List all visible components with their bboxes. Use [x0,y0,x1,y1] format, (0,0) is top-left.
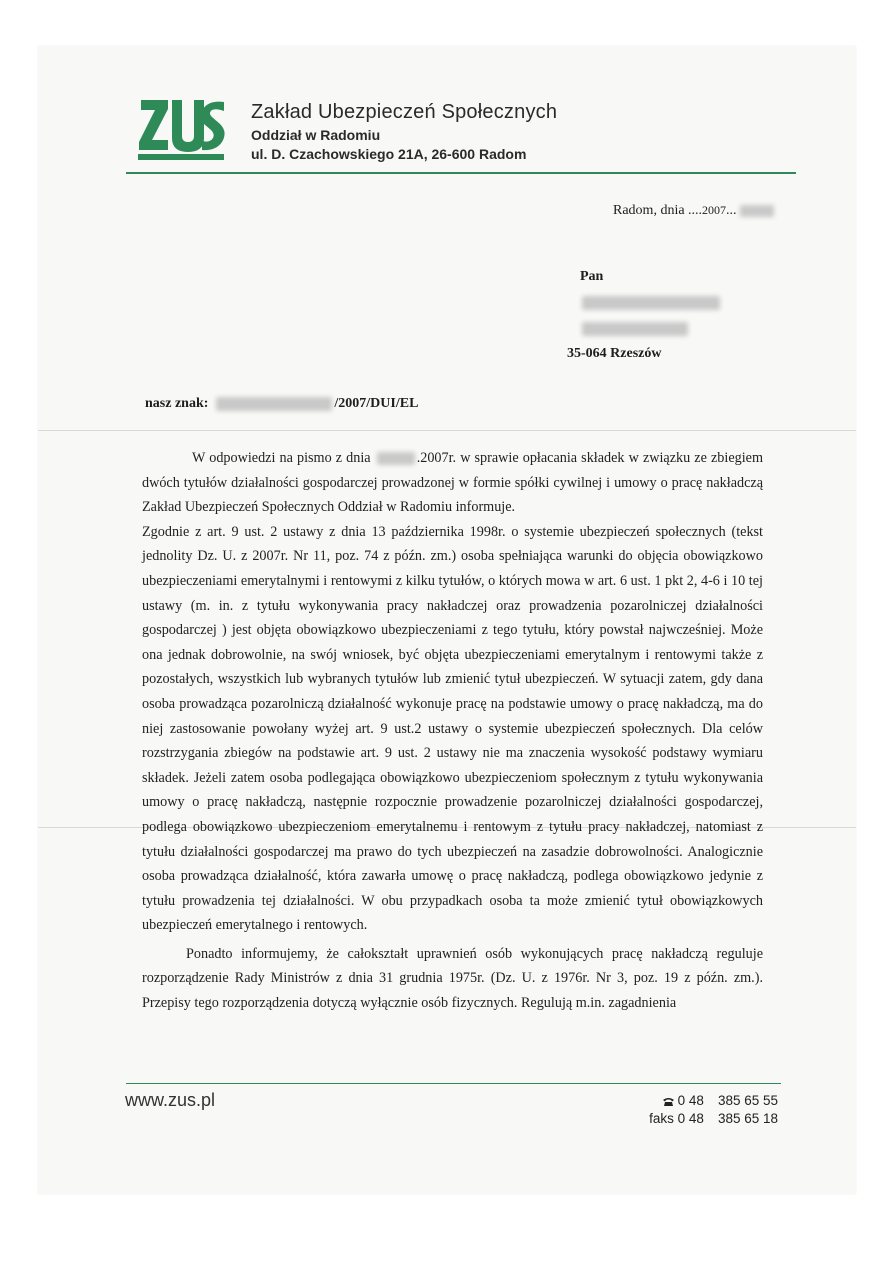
place-date [613,203,774,219]
paragraph-1 [142,446,763,520]
redacted-date [740,205,774,217]
recipient-city: 35-064 Rzeszów [567,346,662,361]
paragraph-3: Ponadto informujemy, że całokształt uprawnień osób wykonujących pracę nakładczą reguluje rozporządzenie Rady Ministrów z dnia 31 grudnia 1975r. (Dz. U. z 1976r. Nr 3, poz. 19 z późn. zm.). Przepisy tego rozporządzenia dotyczą wyłącznie osób fizycznych. Regulują m.in. zagadnienia [142,945,763,1012]
salutation: Pan [580,269,604,284]
paragraph-1-rest: .2007r. w sprawie opłacania składek w związku ze zbiegiem dwóch tytułów działalności gospodarczej prowadzonej w formie spółki cywilnej i umowy o pracę nakładczą Zakład Ubezpieczeń Społecznych Oddział w Radomiu informuje. [142,450,763,516]
date-year: 2007 [702,203,727,217]
contact-info [649,1092,778,1128]
reference-number [145,396,418,412]
date-suffix: ... [726,203,737,218]
organization-header [251,101,557,162]
branch-address: ul. D. Czachowskiego 21A, 26-600 Radom [251,146,527,162]
redacted-recipient-street [582,322,688,336]
organization-name: Zakład Ubezpieczeń Społecznych [251,101,558,123]
branch-name: Oddział w Radomiu [251,127,381,143]
paragraph-1-start: W odpowiedzi na pismo z dnia [192,450,371,466]
fold-line [38,430,856,431]
footer-rule [126,1083,781,1084]
header-rule [126,172,796,174]
fax-label: faks 0 48 [649,1111,704,1126]
fax-number: 385 65 18 [717,1111,778,1126]
zus-logo [138,98,226,160]
redacted-reference [216,397,332,411]
fax-line [649,1110,778,1128]
date-prefix: Radom, dnia .... [613,203,703,218]
letter-body [142,446,763,1016]
paragraph-2: Zgodnie z art. 9 ust. 2 ustawy z dnia 13 października 1998r. o systemie ubezpieczeń społecznych (tekst jednolity Dz. U. z 2007r. Nr 11, poz. 74 z późn. zm.) osoba spełniająca warunki do objęcia obowiązkowo ubezpieczeniami emerytalnymi i rentowymi z kilku tytułów, o których mowa w art. 6 ust. 1 pkt 2, 4-6 i 10 tej ustawy (m. in. z tytułu wykonywania pracy nakładczej oraz prowadzenia pozarolniczej działalności gospodarczej ) jest objęta obowiązkowo ubezpieczeniami z tego tytułu, który powstał najwcześniej. Może ona jednak dobrowolnie, na swój wniosek, być objęta ubezpieczeniami emerytalnym i rentowymi także z pozostałych, wszystkich lub wybranych tytułów lub zmienić tytuł ubezpieczeń. W sytuacji zatem, gdy dana osoba prowadząca pozarolniczą działalność wykonuje pracę na podstawie umowy o pracę nakładczą, ma do niej zastosowanie powołany wyżej art. 9 ust.2 ustawy o systemie ubezpieczeń społecznych. Dla celów rozstrzygania zbiegów na podstawie art. 9 ust. 2 ustawy nie ma znaczenia wysokość podstawy wymiaru składek. Jeżeli zatem osoba podlegająca obowiązkowo ubezpieczeniom społecznym z tytułu wykonywania umowy o pracę nakładczą, następnie rozpocznie prowadzenie pozarolniczej działalności gospodarczej, podlega obowiązkowo ubezpieczeniom emerytalnemu i rentowym z tytułu pracy nakładczej, natomiast z tytułu działalności gospodarczej ma prawo do tych ubezpieczeń na zasadzie dobrowolności. Analogicznie osoba prowadząca działalność, która zawarła umowę o pracę nakładczą, podlega obowiązkowo jedynie z tytułu prowadzenia tej działalności. W obu przypadkach osoba ta może zmienić tytuł obowiązkowych ubezpieczeń emerytalnego i rentowych. [142,523,763,934]
redacted-recipient-name [582,296,720,310]
phone-number: 385 65 55 [717,1093,778,1108]
redacted-letter-date [377,452,415,465]
reference-suffix: /2007/DUI/EL [334,396,419,411]
reference-label: nasz znak: [145,396,209,411]
phone-line [649,1092,778,1110]
phone-prefix: 0 48 [677,1093,704,1108]
website-link[interactable]: www.zus.pl [125,1090,216,1110]
phone-icon [663,1097,674,1106]
